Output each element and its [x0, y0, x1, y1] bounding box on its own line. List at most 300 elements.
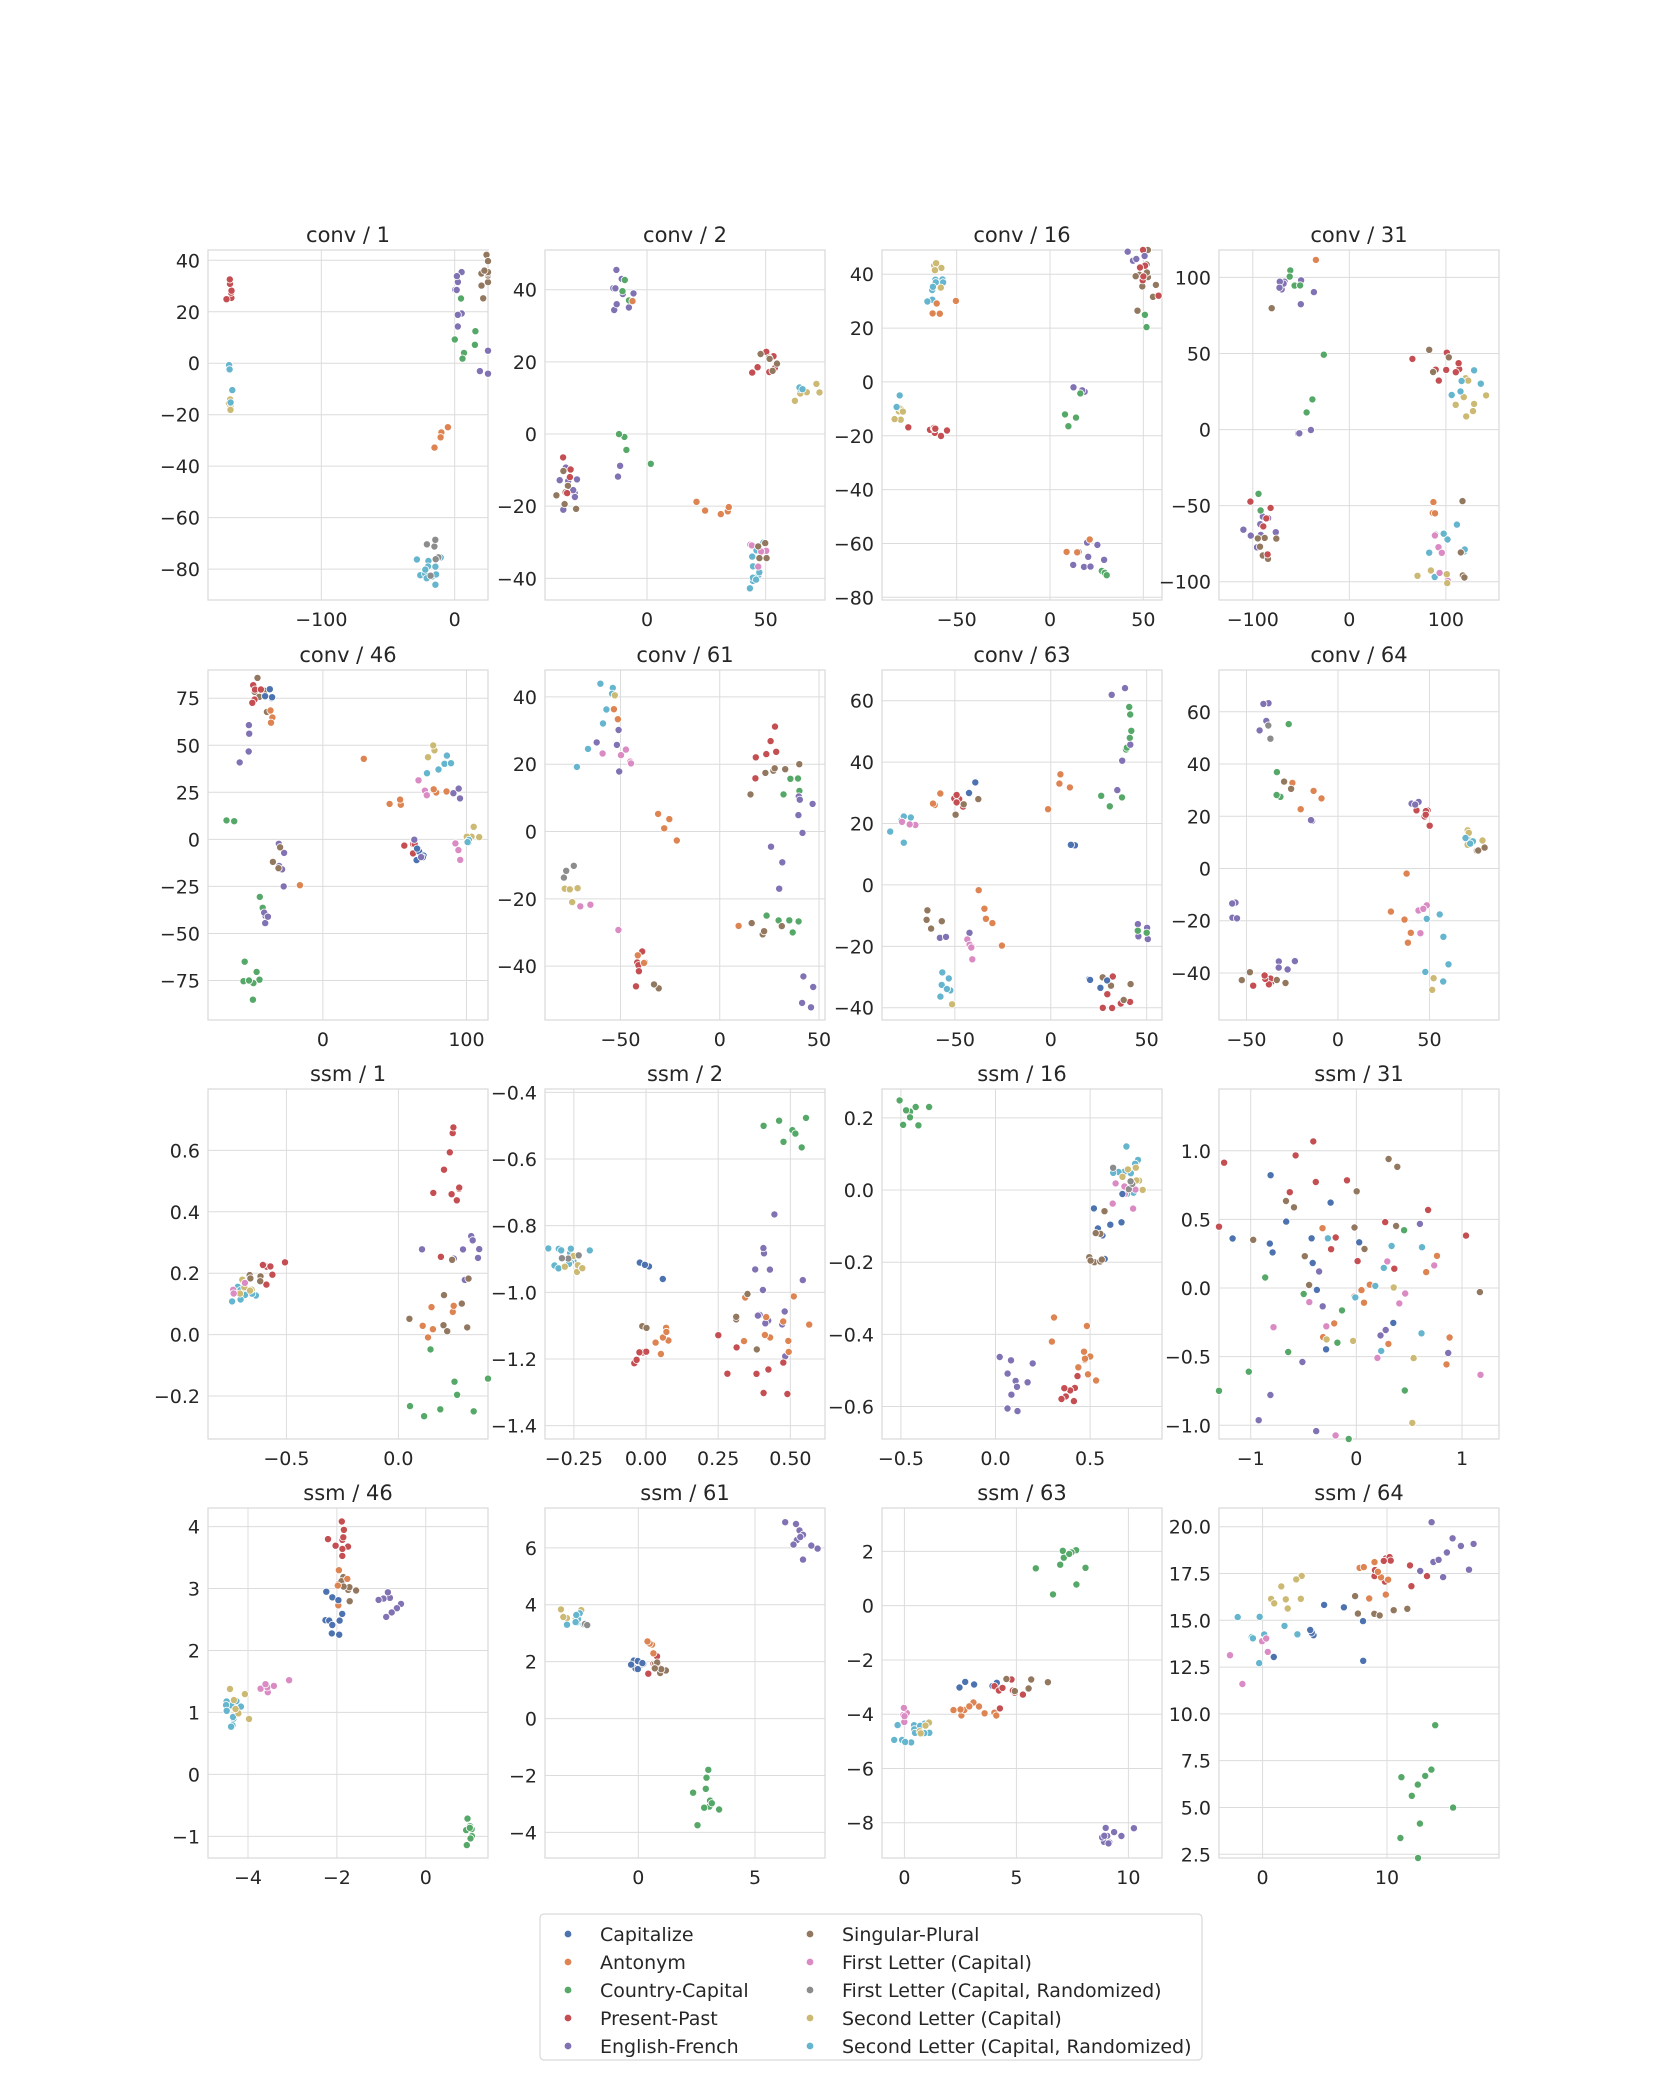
scatter-point — [1112, 1180, 1119, 1187]
scatter-point — [1119, 1190, 1126, 1197]
scatter-point — [663, 1328, 670, 1335]
scatter-point — [1309, 396, 1316, 403]
scatter-point — [484, 1375, 491, 1382]
scatter-point — [1443, 366, 1450, 373]
scatter-point — [936, 310, 943, 317]
scatter-point — [430, 1189, 437, 1196]
scatter-point — [922, 1722, 929, 1729]
y-tick-label: 0 — [861, 371, 874, 394]
scatter-point — [406, 1315, 413, 1322]
scatter-point — [451, 336, 458, 343]
scatter-point — [1061, 411, 1068, 418]
scatter-point — [437, 1253, 444, 1260]
x-tick-label: −1 — [1236, 1448, 1265, 1470]
scatter-point — [443, 752, 450, 759]
scatter-point — [1385, 1340, 1392, 1347]
scatter-point — [1269, 1249, 1276, 1256]
scatter-point — [1391, 1265, 1398, 1272]
y-tick-label: 20 — [1186, 806, 1211, 829]
scatter-point — [435, 766, 442, 773]
scatter-point — [657, 1350, 664, 1357]
scatter-point — [807, 1004, 814, 1011]
panel-title: ssm / 16 — [977, 1062, 1067, 1086]
scatter-point — [924, 907, 931, 914]
scatter-point — [923, 916, 930, 923]
scatter-point — [1270, 1324, 1277, 1331]
scatter-point — [1436, 569, 1443, 576]
legend-label: Present-Past — [600, 2008, 718, 2030]
scatter-point — [975, 1703, 982, 1710]
scatter-point — [451, 1378, 458, 1385]
scatter-point — [1070, 561, 1077, 568]
scatter-point — [939, 969, 946, 976]
scatter-point — [1361, 1245, 1368, 1252]
scatter-point — [968, 944, 975, 951]
scatter-point — [610, 706, 617, 713]
y-tick-label: 20 — [175, 301, 200, 324]
scatter-point — [332, 1542, 339, 1549]
x-tick-label: −50 — [936, 609, 977, 631]
scatter-point — [1376, 1612, 1383, 1619]
scatter-point — [1247, 498, 1254, 505]
scatter-point — [900, 839, 907, 846]
scatter-point — [1462, 1232, 1469, 1239]
scatter-point — [636, 1349, 643, 1356]
scatter-point — [1099, 1004, 1106, 1011]
scatter-point — [1143, 324, 1150, 331]
scatter-point — [1127, 741, 1134, 748]
scatter-point — [799, 829, 806, 836]
scatter-point — [230, 1290, 237, 1297]
scatter-point — [454, 311, 461, 318]
scatter-point — [587, 901, 594, 908]
scatter-point — [1394, 1163, 1401, 1170]
scatter-point — [1313, 1286, 1320, 1293]
scatter-point — [634, 1666, 641, 1673]
y-tick-label: 20.0 — [1168, 1516, 1211, 1539]
scatter-point — [937, 284, 944, 291]
y-tick-label: 2 — [861, 1541, 874, 1564]
legend-label: Singular-Plural — [842, 1924, 980, 1946]
scatter-point — [454, 1391, 461, 1398]
scatter-point — [1134, 921, 1141, 928]
scatter-point — [1254, 535, 1261, 542]
scatter-point — [787, 775, 794, 782]
scatter-point — [469, 1237, 476, 1244]
scatter-point — [1457, 388, 1464, 395]
scatter-point — [574, 885, 581, 892]
scatter-point — [1360, 1299, 1367, 1306]
legend-marker — [806, 2042, 814, 2050]
scatter-point — [651, 1665, 658, 1672]
y-tick-label: 40 — [849, 752, 874, 775]
y-tick-label: −0.8 — [490, 1215, 537, 1238]
scatter-point — [1352, 1593, 1359, 1600]
y-tick-label: −80 — [833, 587, 874, 610]
y-tick-label: −20 — [496, 888, 537, 911]
scatter-point — [1141, 311, 1148, 318]
legend-marker — [806, 1986, 814, 1994]
scatter-point — [760, 1389, 767, 1396]
scatter-point — [401, 842, 408, 849]
scatter-point — [1409, 355, 1416, 362]
x-tick-label: −50 — [1226, 1029, 1267, 1051]
scatter-point — [1401, 1387, 1408, 1394]
scatter-point — [981, 905, 988, 912]
scatter-point — [893, 403, 900, 410]
scatter-point — [1316, 1268, 1323, 1275]
scatter-point — [1448, 391, 1455, 398]
x-tick-label: 0 — [316, 1029, 329, 1051]
scatter-point — [1245, 1368, 1252, 1375]
scatter-point — [1440, 1574, 1447, 1581]
y-tick-label: 75 — [175, 688, 200, 711]
legend-label: Capitalize — [600, 1924, 694, 1946]
scatter-point — [1312, 256, 1319, 263]
scatter-point — [464, 1815, 471, 1822]
scatter-point — [1013, 1383, 1020, 1390]
scatter-point — [1307, 426, 1314, 433]
scatter-point — [1285, 721, 1292, 728]
scatter-point — [1354, 1258, 1361, 1265]
scatter-point — [449, 1256, 456, 1263]
scatter-point — [900, 1121, 907, 1128]
scatter-point — [1471, 400, 1478, 407]
scatter-point — [1282, 1596, 1289, 1603]
scatter-point — [1435, 1556, 1442, 1563]
scatter-point — [427, 572, 434, 579]
scatter-point — [949, 1001, 956, 1008]
scatter-point — [1453, 521, 1460, 528]
scatter-point — [1288, 785, 1295, 792]
scatter-point — [1445, 961, 1452, 968]
scatter-point — [900, 1704, 907, 1711]
scatter-point — [455, 785, 462, 792]
scatter-point — [1321, 1601, 1328, 1608]
x-tick-label: −50 — [934, 1029, 975, 1051]
scatter-point — [953, 791, 960, 798]
y-tick-label: 0.0 — [843, 1180, 874, 1203]
scatter-point — [810, 983, 817, 990]
scatter-point — [972, 779, 979, 786]
scatter-point — [623, 446, 630, 453]
scatter-point — [733, 1344, 740, 1351]
scatter-point — [929, 310, 936, 317]
subplot — [497, 643, 831, 1051]
scatter-point — [328, 1630, 335, 1637]
x-tick-label: −0.5 — [263, 1448, 310, 1470]
x-tick-label: 0 — [1044, 1029, 1057, 1051]
scatter-point — [753, 1346, 760, 1353]
scatter-point — [267, 719, 274, 726]
plot-area — [1219, 1508, 1499, 1858]
scatter-point — [464, 839, 471, 846]
scatter-point — [1273, 976, 1280, 983]
scatter-point — [1374, 1568, 1381, 1575]
scatter-point — [1101, 1832, 1108, 1839]
scatter-point — [230, 1697, 237, 1704]
scatter-point — [296, 882, 303, 889]
scatter-point — [1417, 930, 1424, 937]
x-tick-label: 0.0 — [980, 1448, 1011, 1470]
scatter-point — [906, 1114, 913, 1121]
scatter-point — [245, 977, 252, 984]
scatter-point — [456, 1184, 463, 1191]
scatter-point — [917, 1730, 924, 1737]
y-tick-label: 0.2 — [843, 1107, 874, 1130]
scatter-point — [615, 431, 622, 438]
panel-title: conv / 1 — [306, 223, 390, 247]
scatter-point — [1418, 1244, 1425, 1251]
scatter-point — [603, 706, 610, 713]
y-tick-label: 40 — [1186, 754, 1211, 777]
scatter-point — [1359, 1618, 1366, 1625]
scatter-point — [340, 1534, 347, 1541]
scatter-point — [1285, 1348, 1292, 1355]
scatter-point — [639, 1660, 646, 1667]
scatter-point — [476, 368, 483, 375]
scatter-point — [1465, 377, 1472, 384]
scatter-point — [267, 1263, 274, 1270]
scatter-point — [1127, 981, 1134, 988]
y-tick-label: 60 — [849, 690, 874, 713]
legend-label: Second Letter (Capital, Randomized) — [842, 2036, 1192, 2058]
scatter-point — [478, 282, 485, 289]
scatter-point — [1240, 526, 1247, 533]
scatter-point — [786, 917, 793, 924]
scatter-point — [655, 810, 662, 817]
y-tick-label: 40 — [512, 279, 537, 302]
scatter-point — [1294, 1631, 1301, 1638]
scatter-point — [802, 1114, 809, 1121]
scatter-point — [746, 585, 753, 592]
scatter-point — [975, 887, 982, 894]
scatter-point — [752, 754, 759, 761]
y-tick-label: −40 — [1170, 962, 1211, 985]
scatter-point — [456, 795, 463, 802]
scatter-point — [1283, 1218, 1290, 1225]
scatter-point — [1408, 1792, 1415, 1799]
scatter-point — [1323, 1323, 1330, 1330]
scatter-point — [484, 279, 491, 286]
scatter-point — [1310, 787, 1317, 794]
scatter-point — [1353, 1188, 1360, 1195]
scatter-point — [933, 300, 940, 307]
scatter-point — [223, 817, 230, 824]
scatter-point — [795, 812, 802, 819]
scatter-point — [1087, 1257, 1094, 1264]
scatter-point — [1059, 1547, 1066, 1554]
scatter-point — [484, 258, 491, 265]
y-tick-label: −40 — [496, 956, 537, 979]
scatter-point — [1063, 548, 1070, 555]
panel-title: conv / 64 — [1310, 643, 1408, 667]
scatter-point — [1382, 1591, 1389, 1598]
y-tick-label: −1 — [171, 1826, 200, 1849]
scatter-point — [924, 298, 931, 305]
scatter-point — [613, 301, 620, 308]
legend-marker — [564, 2042, 572, 2050]
y-tick-label: −60 — [159, 507, 200, 530]
x-tick-label: −50 — [600, 1029, 641, 1051]
y-tick-label: −0.2 — [827, 1252, 874, 1275]
scatter-point — [1262, 1274, 1269, 1281]
y-tick-label: 50 — [175, 735, 200, 758]
scatter-point — [1084, 1371, 1091, 1378]
scatter-point — [645, 1670, 652, 1677]
scatter-point — [1264, 551, 1271, 558]
scatter-point — [1250, 982, 1257, 989]
scatter-point — [644, 1638, 651, 1645]
scatter-point — [1358, 1287, 1365, 1294]
scatter-point — [790, 1293, 797, 1300]
y-tick-label: 0.6 — [169, 1140, 200, 1163]
y-tick-label: −20 — [833, 936, 874, 959]
scatter-point — [571, 493, 578, 500]
scatter-point — [1229, 1235, 1236, 1242]
plot-area — [545, 1508, 825, 1858]
scatter-point — [1247, 532, 1254, 539]
scatter-point — [629, 298, 636, 305]
y-tick-label: 2 — [524, 1651, 537, 1674]
y-tick-label: 0.4 — [169, 1201, 200, 1224]
scatter-point — [440, 1166, 447, 1173]
scatter-point — [229, 387, 236, 394]
x-tick-label: 0 — [419, 1867, 432, 1889]
scatter-point — [765, 1366, 772, 1373]
scatter-point — [1282, 1197, 1289, 1204]
y-tick-label: −1.4 — [490, 1415, 537, 1438]
y-tick-label: −6 — [845, 1758, 874, 1781]
scatter-point — [929, 800, 936, 807]
scatter-point — [1075, 1364, 1082, 1371]
scatter-point — [766, 1266, 773, 1273]
x-tick-label: −0.5 — [877, 1448, 924, 1470]
y-tick-label: −0.2 — [153, 1386, 200, 1409]
plot-area — [882, 1089, 1162, 1439]
scatter-point — [432, 581, 439, 588]
scatter-point — [1109, 1200, 1116, 1207]
scatter-point — [1155, 292, 1162, 299]
scatter-point — [453, 273, 460, 280]
y-tick-label: 1 — [187, 1702, 200, 1725]
scatter-point — [771, 1211, 778, 1218]
scatter-point — [453, 286, 460, 293]
scatter-point — [459, 355, 466, 362]
scatter-point — [799, 999, 806, 1006]
scatter-point — [424, 754, 431, 761]
subplot — [172, 1481, 488, 1889]
scatter-point — [1445, 1349, 1452, 1356]
scatter-point — [329, 1621, 336, 1628]
scatter-point — [1221, 1159, 1228, 1166]
scatter-point — [1101, 1208, 1108, 1215]
scatter-point — [1073, 1581, 1080, 1588]
y-tick-label: −1.0 — [1164, 1415, 1211, 1438]
scatter-point — [996, 1353, 1003, 1360]
scatter-point — [245, 748, 252, 755]
y-tick-label: 0.2 — [169, 1263, 200, 1286]
scatter-point — [1250, 1236, 1257, 1243]
scatter-point — [1463, 413, 1470, 420]
scatter-point — [1440, 978, 1447, 985]
scatter-point — [269, 1271, 276, 1278]
scatter-point — [228, 1723, 235, 1730]
scatter-point — [926, 1103, 933, 1110]
scatter-point — [229, 1298, 236, 1305]
scatter-point — [943, 427, 950, 434]
scatter-point — [952, 811, 959, 818]
scatter-point — [943, 985, 950, 992]
scatter-point — [806, 1321, 813, 1328]
scatter-point — [463, 1842, 470, 1849]
scatter-point — [643, 1324, 650, 1331]
scatter-point — [597, 680, 604, 687]
scatter-point — [465, 1275, 472, 1282]
scatter-point — [1418, 1330, 1425, 1337]
scatter-point — [1452, 401, 1459, 408]
scatter-point — [470, 823, 477, 830]
scatter-point — [1086, 536, 1093, 543]
scatter-point — [1014, 1408, 1021, 1415]
scatter-point — [792, 1130, 799, 1137]
x-tick-label: 0 — [448, 609, 461, 631]
scatter-point — [1387, 1557, 1394, 1564]
scatter-point — [227, 399, 234, 406]
scatter-point — [414, 845, 421, 852]
scatter-point — [1443, 1361, 1450, 1368]
scatter-point — [999, 1684, 1006, 1691]
scatter-point — [324, 1536, 331, 1543]
panel-title: conv / 2 — [643, 223, 727, 247]
legend-marker — [564, 1986, 572, 1994]
scatter-point — [1098, 1256, 1105, 1263]
scatter-point — [773, 360, 780, 367]
scatter-point — [915, 1122, 922, 1129]
scatter-point — [792, 1520, 799, 1527]
scatter-point — [1085, 553, 1092, 560]
scatter-point — [1098, 792, 1105, 799]
scatter-point — [791, 397, 798, 404]
subplot — [160, 223, 492, 631]
scatter-point — [1440, 530, 1447, 537]
scatter-point — [573, 763, 580, 770]
scatter-point — [563, 1621, 570, 1628]
scatter-point — [1427, 567, 1434, 574]
scatter-point — [338, 1518, 345, 1525]
y-tick-label: 50 — [1186, 343, 1211, 366]
scatter-point — [1433, 1252, 1440, 1259]
scatter-point — [455, 847, 462, 854]
scatter-point — [556, 477, 563, 484]
scatter-point — [666, 816, 673, 823]
scatter-point — [650, 1650, 657, 1657]
scatter-point — [1114, 787, 1121, 794]
scatter-point — [1019, 1691, 1026, 1698]
scatter-point — [1323, 1346, 1330, 1353]
scatter-point — [1461, 574, 1468, 581]
scatter-point — [1074, 1373, 1081, 1380]
scatter-point — [566, 474, 573, 481]
scatter-point — [1360, 1657, 1367, 1664]
scatter-point — [1286, 273, 1293, 280]
scatter-point — [1050, 1314, 1057, 1321]
scatter-point — [277, 844, 284, 851]
y-tick-label: −40 — [833, 479, 874, 502]
scatter-point — [1422, 968, 1429, 975]
scatter-point — [441, 760, 448, 767]
scatter-point — [1310, 289, 1317, 296]
